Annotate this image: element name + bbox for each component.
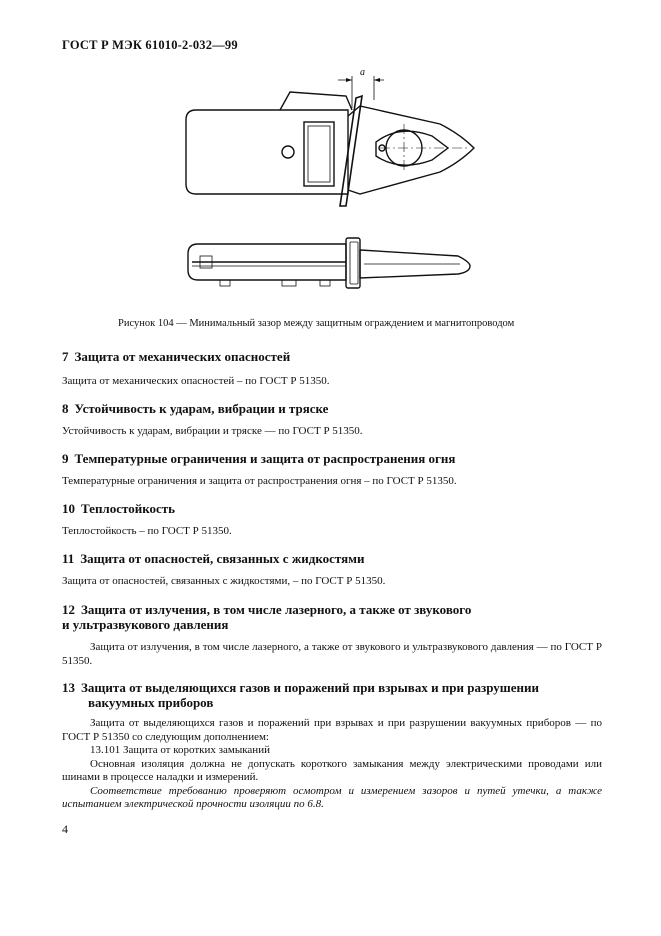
section-12 bbox=[62, 602, 602, 668]
subsection-13-101-text: Основная изоляция должна не допускать короткого замыкания между электрическими проводами или шинами в процессе наладки и измерений. bbox=[62, 757, 602, 783]
page-header: ГОСТ Р МЭК 61010-2-032—99 bbox=[62, 38, 238, 52]
section-7-text: Защита от механических опасностей – по ГОСТ Р 51350. bbox=[62, 375, 330, 387]
section-11-text: Защита от опасностей, связанных с жидкостями, – по ГОСТ Р 51350. bbox=[62, 575, 386, 587]
section-13-heading: 13 Защита от выделяющихся газов и поражений при взрывах и при разрушении вакуумных приборов bbox=[62, 680, 539, 710]
section-11-heading: 11 Защита от опасностей, связанных с жидкостями bbox=[62, 551, 365, 566]
section-9 bbox=[62, 451, 602, 489]
section-11 bbox=[62, 551, 602, 589]
figure-caption: Рисунок 104 — Минимальный зазор между защитным ограждением и магнитопроводом bbox=[118, 318, 515, 329]
section-9-text: Температурные ограничения и защита от распространения огня – по ГОСТ Р 51350. bbox=[62, 475, 457, 487]
subsection-13-101-title: 13.101 Защита от коротких замыканий bbox=[90, 744, 270, 756]
section-7-heading: 7 Защита от механических опасностей bbox=[62, 349, 291, 364]
page-number: 4 bbox=[62, 822, 68, 836]
section-8-heading: 8 Устойчивость к ударам, вибрации и тряске bbox=[62, 401, 329, 416]
section-13-text: Защита от выделяющихся газов и поражений при взрывах и при разрушении вакуумных приборов — по ГОСТ Р 51350 со следующим дополнением: bbox=[62, 717, 602, 743]
section-9-heading: 9 Температурные ограничения и защита от распространения огня bbox=[62, 451, 456, 466]
section-13 bbox=[62, 680, 602, 812]
section-7 bbox=[62, 349, 602, 389]
section-12-text: Защита от излучения, в том числе лазерного, а также от звукового и ультразвукового давления — по ГОСТ Р 51350. bbox=[62, 641, 602, 667]
section-10-text: Теплостойкость – по ГОСТ Р 51350. bbox=[62, 525, 232, 537]
figure-clamp-drawing bbox=[170, 66, 500, 306]
section-10 bbox=[62, 501, 602, 539]
section-10-heading: 10 Теплостойкость bbox=[62, 501, 176, 516]
section-8-text: Устойчивость к ударам, вибрации и тряске — по ГОСТ Р 51350. bbox=[62, 425, 363, 437]
section-12-heading: 12 Защита от излучения, в том числе лазерного, а также от звукового и ультразвукового давления bbox=[62, 602, 472, 632]
dimension-label: a bbox=[360, 67, 365, 78]
compliance-note: Соответствие требованию проверяют осмотром и измерением зазоров и путей утечки, а также испытанием электрической прочности изоляции по 6.8. bbox=[62, 784, 602, 810]
section-8 bbox=[62, 401, 602, 439]
